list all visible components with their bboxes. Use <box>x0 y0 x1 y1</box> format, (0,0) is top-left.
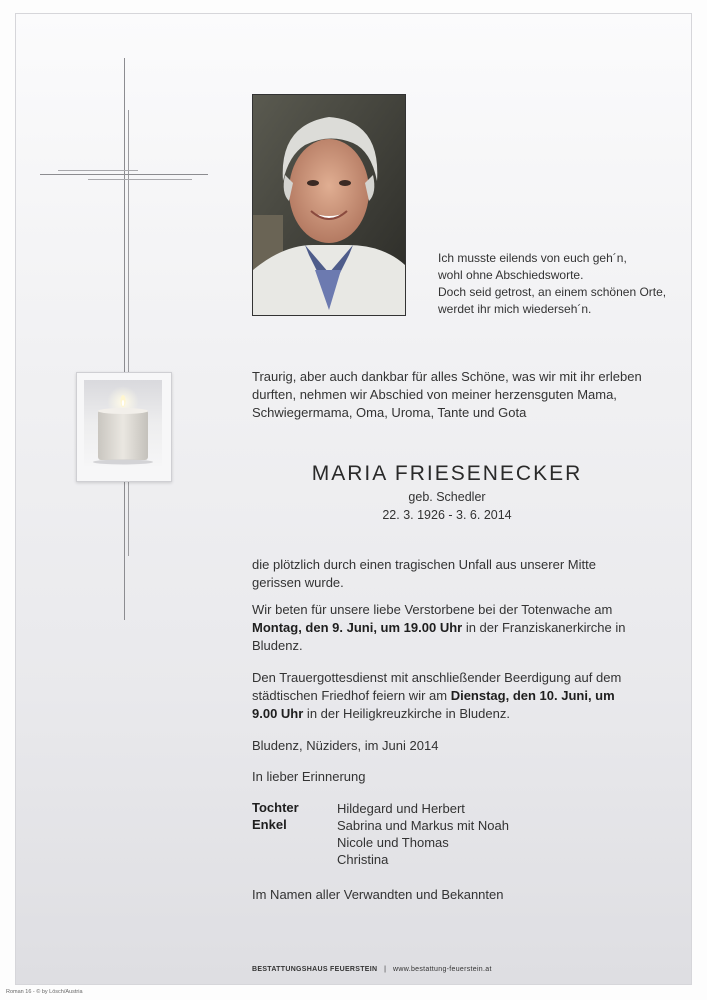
deceased-name: MARIA FRIESENECKER <box>311 462 583 485</box>
funeral-location: in der Heiligkreuzkirche in Bludenz. <box>303 706 510 721</box>
paragraph-line: die plötzlich durch einen tragischen Unfall aus unserer Mitte <box>252 557 596 572</box>
cross-vertical-line <box>124 58 125 620</box>
relatives-label-children: Tochter <box>252 800 299 815</box>
wake-location: in der Franziskanerkirche in <box>462 620 626 635</box>
intro-line: Schwiegermama, Oma, Uroma, Tante und Gota <box>252 405 527 420</box>
candle-icon <box>84 380 162 466</box>
paragraph-line: gerissen wurde. <box>252 575 344 590</box>
relatives-label-grandchildren: Enkel <box>252 817 287 832</box>
paragraph-wake <box>252 601 647 655</box>
paragraph-line: Bludenz. <box>252 638 303 653</box>
portrait-photo <box>252 94 406 316</box>
cross-horizontal-line-lower <box>88 179 192 180</box>
relatives-names <box>337 800 509 868</box>
place-date: Bludenz, Nüziders, im Juni 2014 <box>252 738 439 753</box>
wake-date: Montag, den 9. Juni, um 19.00 Uhr <box>252 620 463 635</box>
cross-horizontal-line <box>40 174 208 175</box>
funeral-home-url[interactable]: www.bestattung-feuerstein.at <box>393 966 492 973</box>
funeral-date: Dienstag, den 10. Juni, um <box>450 688 615 703</box>
poem-line: Ich musste eilends von euch geh´n, <box>438 251 627 265</box>
life-dates: 22. 3. 1926 - 3. 6. 2014 <box>382 508 512 522</box>
cross-horizontal-line-upper <box>58 170 138 171</box>
closing-line: Im Namen aller Verwandten und Bekannten <box>252 887 504 902</box>
poem-line: werdet ihr mich wiederseh´n. <box>438 302 592 316</box>
footer-separator: | <box>384 966 387 973</box>
paragraph-line <box>252 687 647 705</box>
candle-image <box>84 380 162 466</box>
template-credit: Roman 16 - © by Lösch/Austria <box>6 989 83 995</box>
relative-name: Hildegard und Herbert <box>337 801 465 816</box>
paragraph-funeral <box>252 669 647 723</box>
poem <box>438 250 666 318</box>
relative-name: Nicole und Thomas <box>337 835 449 850</box>
remembrance: In lieber Erinnerung <box>252 769 366 784</box>
intro-text <box>252 368 652 422</box>
funeral-text: städtischen Friedhof feiern wir am <box>252 688 451 703</box>
paragraph-accident <box>252 556 647 592</box>
paragraph-line: Den Trauergottesdienst mit anschließender Beerdigung auf dem <box>252 670 622 685</box>
relative-name: Sabrina und Markus mit Noah <box>337 818 509 833</box>
poem-line: wohl ohne Abschiedsworte. <box>438 268 584 282</box>
funeral-home-name: BESTATTUNGSHAUS FEUERSTEIN <box>252 966 378 973</box>
paragraph-line <box>252 619 647 637</box>
poem-line: Doch seid getrost, an einem schönen Orte, <box>438 285 667 299</box>
paragraph-line: Wir beten für unsere liebe Verstorbene bei der Totenwache am <box>252 602 613 617</box>
paragraph-line <box>252 705 647 723</box>
portrait-icon <box>253 95 405 315</box>
intro-line: durften, nehmen wir Abschied von meiner herzensguten Mama, <box>252 387 617 402</box>
birth-name: geb. Schedler <box>408 490 486 504</box>
intro-line: Traurig, aber auch dankbar für alles Schöne, was wir mit ihr erleben <box>252 369 642 384</box>
cross-vertical-line-inner <box>128 110 129 556</box>
footer <box>252 966 492 973</box>
relative-name: Christina <box>337 852 389 867</box>
funeral-time: 9.00 Uhr <box>252 706 304 721</box>
